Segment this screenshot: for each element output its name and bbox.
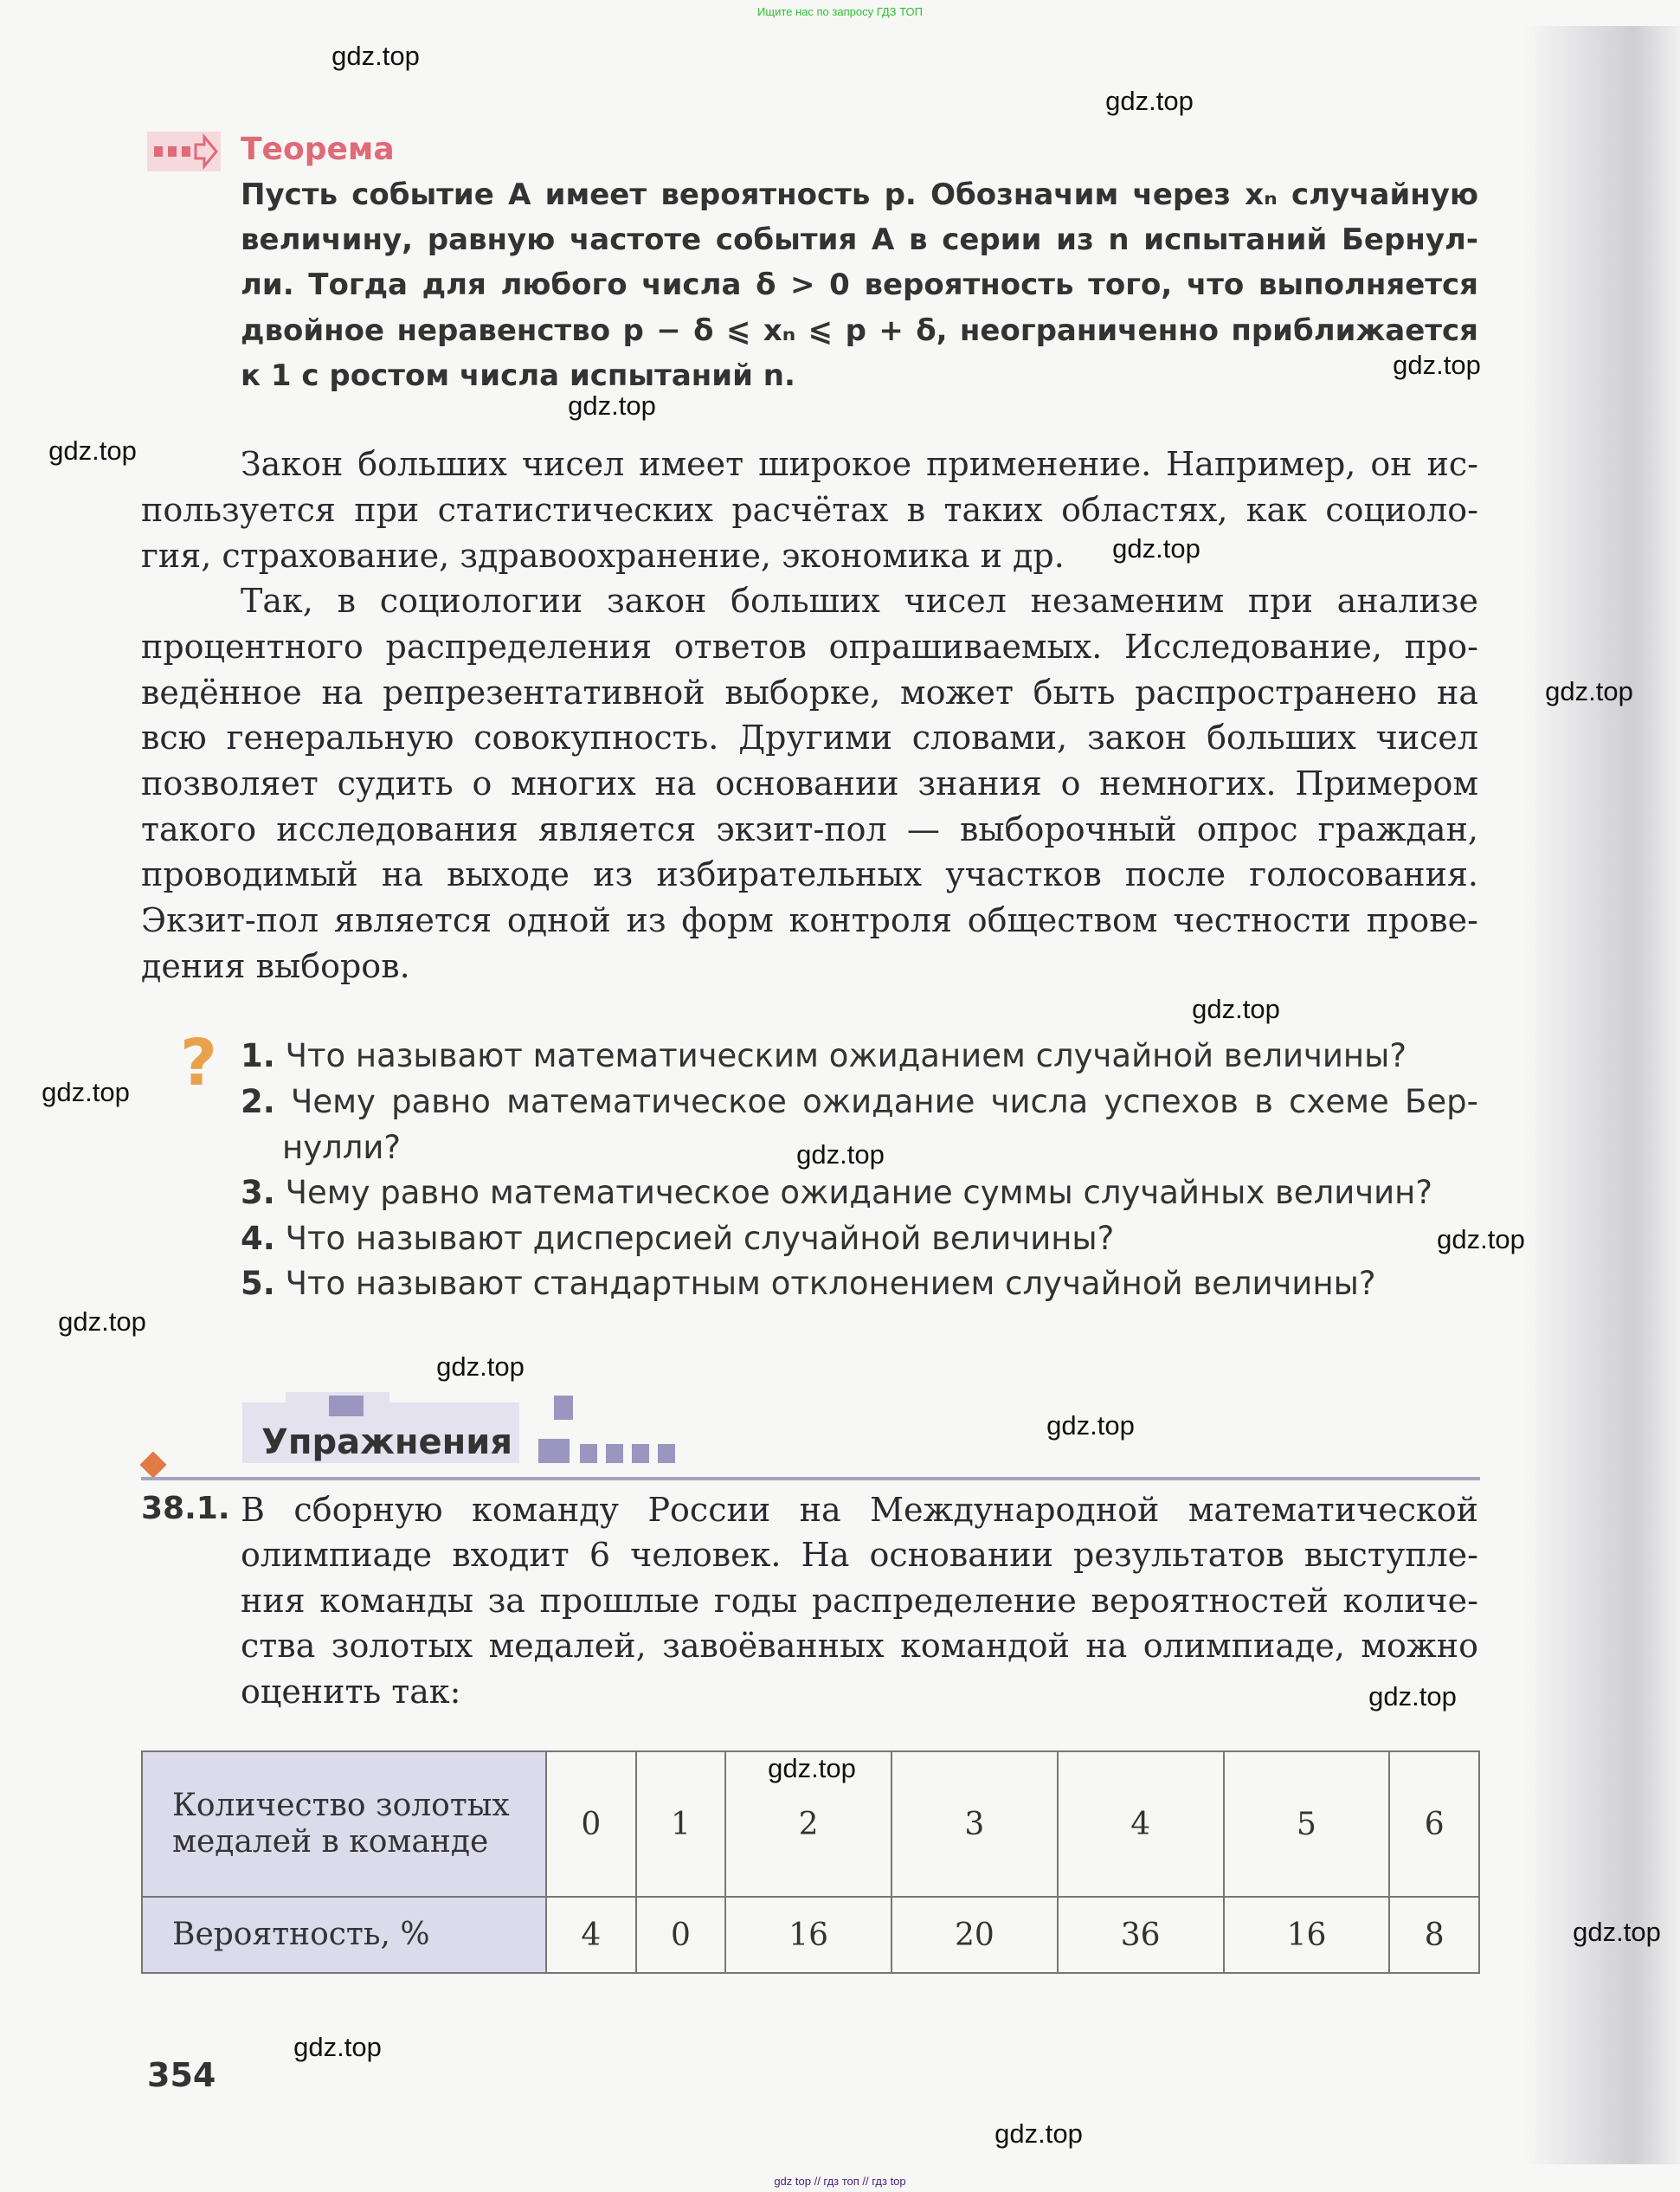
paragraph-line: Так, в социологии закон больших чисел незаменим при анализе [241,582,1478,620]
row-header-probability: Вероятность, % [142,1897,546,1973]
table-cell: 5 [1224,1751,1390,1897]
watermark: gdz.top [1393,350,1481,380]
table-cell: 4 [546,1897,636,1973]
question-number: 5. [241,1265,275,1302]
table-cell: 16 [1224,1897,1390,1973]
watermark: gdz.top [1437,1224,1525,1254]
question-text: Что называют дисперсией случайной величины? [285,1220,1115,1257]
question-number: 2. [241,1083,275,1120]
paragraph-line: такого исследования является экзит-пол — выборочный опрос граждан, [141,810,1478,848]
question-item [241,1265,1376,1302]
question-text: Чему равно математическое ожидание числа успехов в схеме Бер- [291,1083,1478,1120]
theorem-arrow-icon [147,132,221,171]
question-item [241,1220,1114,1257]
question-text: Что называют математическим ожиданием случайной величины? [285,1037,1406,1074]
question-mark-icon: ? [180,1026,217,1100]
question-text: нулли? [282,1129,402,1166]
table-cell: 1 [636,1751,726,1897]
page-gutter-shadow [1523,26,1680,2164]
watermark: gdz.top [58,1306,146,1337]
table-cell: 8 [1389,1897,1479,1973]
watermark: gdz.top [1368,1681,1457,1712]
table-cell: 6 [1389,1751,1479,1897]
table-cell: 0 [546,1751,636,1897]
page-number: 354 [147,2056,216,2094]
table-cell: 4 [1058,1751,1224,1897]
watermark: gdz.top [331,41,420,71]
exercise-line: оценить так: [241,1673,461,1711]
paragraph-line: ведённое на репрезентативной выборке, может быть распространено на [141,674,1478,712]
row-header-medals: Количество золотых медалей в команде [142,1751,546,1897]
paragraph-line: Закон больших чисел имеет широкое применение. Например, он ис- [241,445,1478,483]
question-number: 4. [241,1220,275,1257]
watermark: gdz.top [994,2118,1083,2149]
watermark: gdz.top [1192,994,1280,1024]
table-cell: 36 [1058,1897,1224,1973]
theorem-line: величину, равную частоте события A в серии из n испытаний Бернул- [241,222,1478,257]
watermark: gdz.top [568,390,656,421]
question-item [241,1174,1432,1211]
question-item [282,1129,401,1166]
question-text: Чему равно математическое ожидание суммы случайных величин? [285,1174,1433,1211]
watermark: gdz.top [42,1077,130,1107]
question-number: 1. [241,1037,275,1074]
question-item [241,1083,1478,1120]
bottom-note: gdz top // гдз топ // гдз top [774,2175,906,2188]
theorem-line: к 1 с ростом числа испытаний n. [241,358,795,393]
watermark: gdz.top [1112,533,1200,564]
watermark: gdz.top [768,1753,856,1783]
watermark: gdz.top [1573,1917,1661,1947]
exercises-title: Упражнения [261,1422,513,1462]
table-cell: 2 [725,1751,891,1897]
watermark: gdz.top [293,2032,382,2062]
theorem-line: двойное неравенство p − δ ⩽ xₙ ⩽ p + δ, неограниченно приближается [241,313,1478,348]
paragraph-line: проводимый на выходе из избирательных участков после голосования. [141,855,1478,893]
paragraph-line: пользуется при статистических расчётах в таких областях, как социоло- [141,491,1478,529]
theorem-line: ли. Тогда для любого числа δ > 0 вероятность того, что выполняется [241,268,1478,302]
watermark: gdz.top [1545,676,1633,706]
exercise-line: олимпиаде входит 6 человек. На основании результатов выступле- [241,1536,1478,1574]
table-cell: 16 [725,1897,891,1973]
diamond-icon [139,1451,166,1478]
exercise-line: ства золотых медалей, завоёванных командой на олимпиаде, можно [241,1627,1478,1665]
paragraph-line: дения выборов. [141,947,410,985]
exercise-line: В сборную команду России на Международной математической [241,1491,1478,1529]
top-note: Ищите нас по запросу ГДЗ ТОП [757,5,923,18]
watermark: gdz.top [1105,86,1194,116]
table-cell: 3 [891,1751,1058,1897]
watermark: gdz.top [436,1351,525,1382]
paragraph-line: всю генеральную совокупность. Другими словами, закон больших чисел [141,719,1478,757]
paragraph-line: Экзит-пол является одной из форм контроля обществом честности прове- [141,901,1478,939]
table-cell: 0 [636,1897,726,1973]
paragraph-line: гия, страхование, здравоохранение, экономика и др. [141,537,1065,575]
divider [141,1477,1480,1480]
exercise-number: 38.1. [141,1491,230,1526]
paragraph-line: процентного распределения ответов опрашиваемых. Исследование, про- [141,628,1478,666]
watermark: gdz.top [48,435,137,466]
watermark: gdz.top [1046,1410,1135,1441]
paragraph-line: позволяет судить о многих на основании знания о немногих. Примером [141,764,1478,803]
question-number: 3. [241,1174,275,1211]
question-text: Что называют стандартным отклонением случайной величины? [285,1265,1376,1302]
theorem-line: Пусть событие A имеет вероятность p. Обозначим через xₙ случайную [241,177,1478,212]
table-cell: 20 [891,1897,1058,1973]
watermark: gdz.top [796,1139,885,1170]
question-item [241,1037,1406,1074]
exercise-line: ния команды за прошлые годы распределение вероятностей количе- [241,1582,1478,1620]
theorem-title: Теорема [241,132,395,167]
table-row [142,1897,1479,1973]
